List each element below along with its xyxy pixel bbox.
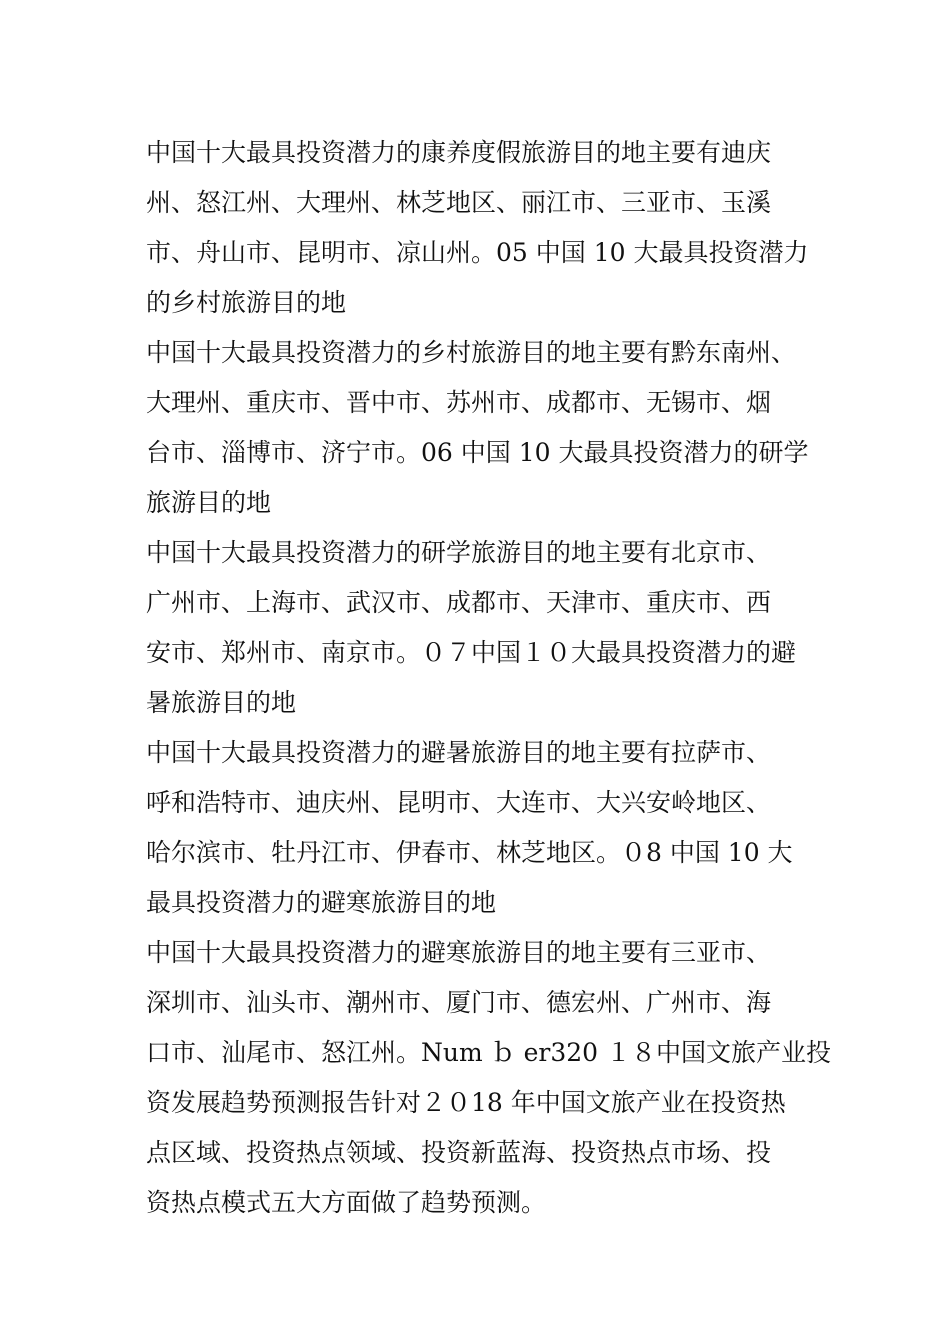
- text-line-1: 中国十大最具投资潜力的康养度假旅游目的地主要有迪庆: [146, 138, 772, 167]
- text-line-21: 点区域、投资热点领域、投资新蓝海、投资热点市场、投: [146, 1138, 772, 1167]
- text-line-13: 中国十大最具投资潜力的避暑旅游目的地主要有拉萨市、: [146, 738, 772, 767]
- text-line-5: 中国十大最具投资潜力的乡村旅游目的地主要有黔东南州、: [146, 338, 797, 367]
- text-line-20: 资发展趋势预测报告针对２０18 年中国文旅产业在投资热: [146, 1088, 786, 1117]
- text-line-10: 广州市、上海市、武汉市、成都市、天津市、重庆市、西: [146, 588, 772, 617]
- body-text: [146, 128, 831, 1228]
- text-line-18: 深圳市、汕头市、潮州市、厦门市、德宏州、广州市、海: [146, 988, 772, 1017]
- text-line-3: 市、舟山市、昆明市、凉山州。05 中国 10 大最具投资潜力: [146, 238, 809, 267]
- text-line-6: 大理州、重庆市、晋中市、苏州市、成都市、无锡市、烟: [146, 388, 772, 417]
- text-line-12: 暑旅游目的地: [146, 688, 297, 717]
- text-line-17: 中国十大最具投资潜力的避寒旅游目的地主要有三亚市、: [146, 938, 772, 967]
- text-line-7: 台市、淄博市、济宁市。06 中国 10 大最具投资潜力的研学: [146, 438, 809, 467]
- text-line-15: 哈尔滨市、牡丹江市、伊春市、林芝地区。０8 中国 10 大: [146, 838, 793, 867]
- text-line-19: 口市、汕尾市、怒江州。Num ｂ er320 １８中国文旅产业投: [146, 1038, 831, 1067]
- text-line-14: 呼和浩特市、迪庆州、昆明市、大连市、大兴安岭地区、: [146, 788, 772, 817]
- text-line-22: 资热点模式五大方面做了趋势预测。: [146, 1188, 547, 1217]
- text-line-9: 中国十大最具投资潜力的研学旅游目的地主要有北京市、: [146, 538, 772, 567]
- text-line-4: 的乡村旅游目的地: [146, 288, 347, 317]
- text-line-16: 最具投资潜力的避寒旅游目的地: [146, 888, 497, 917]
- text-line-8: 旅游目的地: [146, 488, 272, 517]
- text-line-2: 州、怒江州、大理州、林芝地区、丽江市、三亚市、玉溪: [146, 188, 772, 217]
- text-line-11: 安市、郑州市、南京市。０７中国１０大最具投资潜力的避: [146, 638, 797, 667]
